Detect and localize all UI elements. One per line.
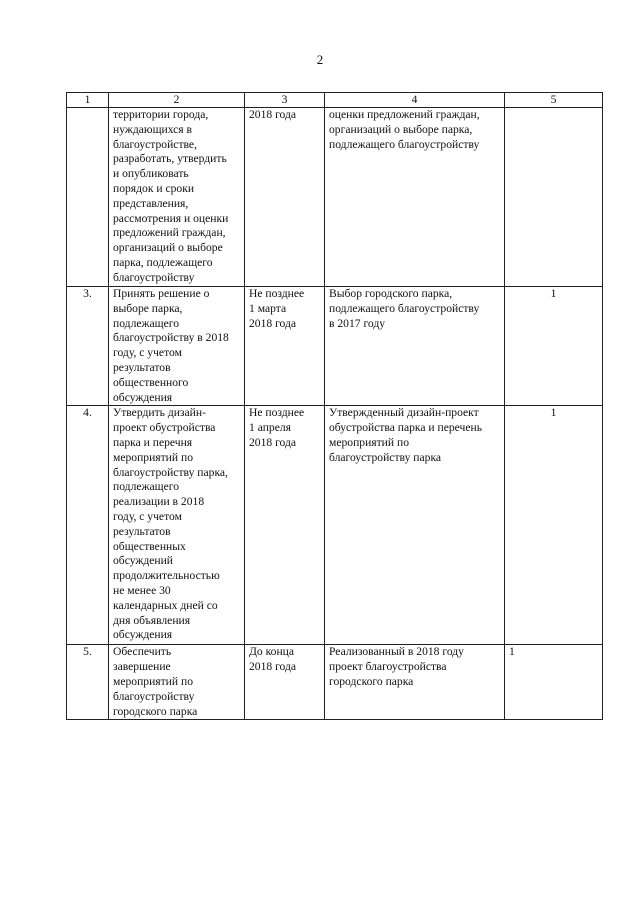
table-row bbox=[67, 287, 603, 406]
result-cell: Утвержденный дизайн-проект обустройства парка и перечень мероприятий по благоустройству парка bbox=[325, 406, 505, 645]
value-cell: 1 bbox=[505, 287, 603, 406]
deadline-cell: До конца 2018 года bbox=[245, 645, 325, 720]
action-cell: Принять решение о выборе парка, подлежащего благоустройству в 2018 году, с учетом результатов общественного обсуждения bbox=[109, 287, 245, 406]
deadline-cell: Не позднее 1 апреля 2018 года bbox=[245, 406, 325, 645]
action-cell: Утвердить дизайн- проект обустройства парка и перечня мероприятий по благоустройству парка, подлежащего реализации в 2018 году, с учетом результатов общественных обсуждений продолжительностью не менее 30 календарных дней со дня объявления обсуждения bbox=[109, 406, 245, 645]
col-header-1: 1 bbox=[67, 93, 109, 108]
table-row bbox=[67, 645, 603, 720]
value-cell bbox=[505, 108, 603, 287]
row-number: 3. bbox=[67, 287, 109, 406]
col-header-2: 2 bbox=[109, 93, 245, 108]
row-number: 5. bbox=[67, 645, 109, 720]
header-row bbox=[67, 93, 603, 108]
table-row bbox=[67, 108, 603, 287]
col-header-3: 3 bbox=[245, 93, 325, 108]
action-cell: территории города, нуждающихся в благоустройстве, разработать, утвердить и опубликовать порядок и сроки представления, рассмотрения и оценки предложений граждан, организаций о выборе парка, подлежащего благоустройству bbox=[109, 108, 245, 287]
col-header-5: 5 bbox=[505, 93, 603, 108]
plan-table bbox=[66, 92, 603, 720]
result-cell: оценки предложений граждан, организаций о выборе парка, подлежащего благоустройству bbox=[325, 108, 505, 287]
page-number: 2 bbox=[316, 52, 324, 67]
result-cell: Реализованный в 2018 году проект благоустройства городского парка bbox=[325, 645, 505, 720]
value-cell: 1 bbox=[505, 406, 603, 645]
deadline-cell: 2018 года bbox=[245, 108, 325, 287]
result-cell: Выбор городского парка, подлежащего благоустройству в 2017 году bbox=[325, 287, 505, 406]
table-row bbox=[67, 406, 603, 645]
row-number bbox=[67, 108, 109, 287]
col-header-4: 4 bbox=[325, 93, 505, 108]
action-cell: Обеспечить завершение мероприятий по благоустройству городского парка bbox=[109, 645, 245, 720]
deadline-cell: Не позднее 1 марта 2018 года bbox=[245, 287, 325, 406]
value-cell: 1 bbox=[505, 645, 603, 720]
row-number: 4. bbox=[67, 406, 109, 645]
